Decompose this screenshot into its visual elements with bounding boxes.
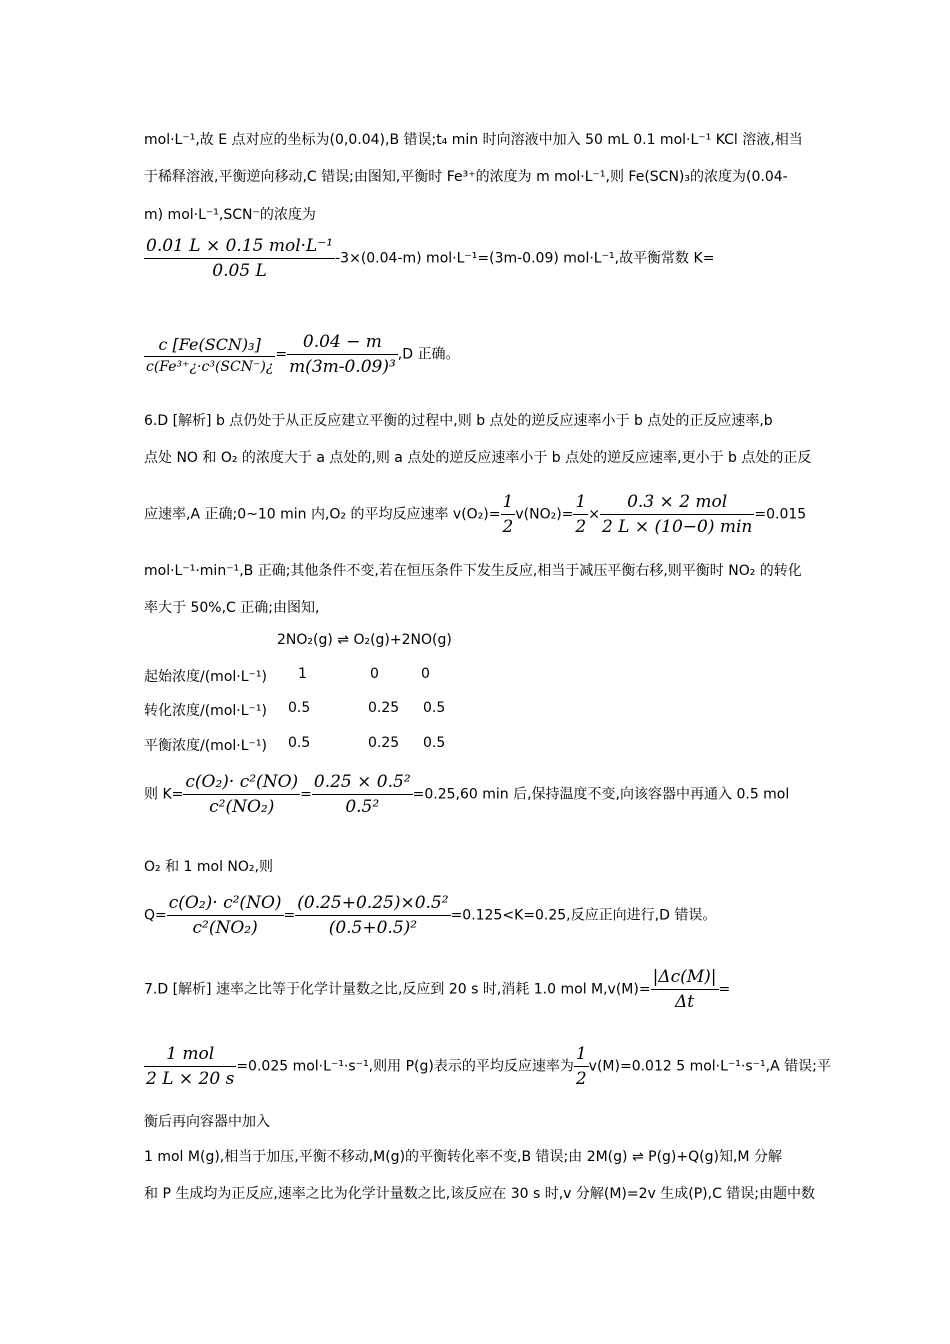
table-cell: 0.5 [423, 735, 446, 751]
formula-k-fescn: c [Fe(SCN)₃] c(Fe³⁺¿·c³(SCN⁻)¿ = $\frac{0.04 - m}{\text{m(3m-0.09)³}}$ ,D 正确。 [146, 332, 460, 377]
text-line: mol·L⁻¹,故 E 点对应的坐标为(0,0.04),B 错误;t₄ min 时向溶液中加入 50 mL 0.1 mol·L⁻¹ KCl 溶液,相当 [144, 132, 803, 148]
text-line: O₂ 和 1 mol NO₂,则 [144, 859, 273, 875]
text-line: mol·L⁻¹·min⁻¹,B 正确;其他条件不变,若在恒压条件下发生反应,相当于减压平衡右移,则平衡时 NO₂ 的转化 [144, 563, 802, 579]
text-line: 6.D [解析] b 点仍处于从正反应建立平衡的过程中,则 b 点处的逆反应速率小于 b 点处的正反应速率,b [144, 413, 773, 429]
table-cell: 0 [421, 666, 430, 682]
table-cell: 0.5 [423, 700, 446, 716]
table-cell: 0 [370, 666, 379, 682]
table-label: 起始浓度/(mol·L⁻¹) [144, 669, 267, 685]
text-line: 1 mol M(g),相当于加压,平衡不移动,M(g)的平衡转化率不变,B 错误;由 2M(g) ⇌ P(g)+Q(g)知,M 分解 [144, 1149, 782, 1165]
table-cell: 0.5 [288, 735, 311, 751]
formula-scn: 0.01 L × 0.15 mol·L⁻¹ 0.05 L -3×(0.04-m) mol·L⁻¹=(3m-0.09) mol·L⁻¹,故平衡常数 K= [146, 236, 715, 281]
formula-q: Q= $\frac{\text{c(O₂)· c²(NO)}}{\text{c²(NO₂)}}$ = $\frac{\text{(0.25+0.25)×0.5²}}{\text{(0.5+0.5)²}}$ =0.125<K=0.25,反应正向进行,D 错误。 [144, 893, 717, 938]
formula-vm: 7.D [解析] 速率之比等于化学计量数之比,反应到 20 s 时,消耗 1.0 mol M,v(M)= $\frac{|\Delta c(M)|}{\Delta t}$ = [144, 967, 731, 1012]
text-line: 和 P 生成均为正反应,速率之比为化学计量数之比,该反应在 30 s 时,v 分解(M)=2v 生成(P),C 错误;由题中数 [144, 1186, 816, 1202]
text-line: m) mol·L⁻¹,SCN⁻的浓度为 [144, 207, 316, 223]
table-cell: 0.5 [288, 700, 311, 716]
formula-vp: 1 mol 2 L × 20 s =0.025 mol·L⁻¹·s⁻¹,则用 P(g)表示的平均反应速率为 $\frac{1}{2}$ v(M)=0.012 5 mol·L⁻¹·s⁻¹,A 错误;平 [146, 1044, 831, 1089]
table-cell: 0.25 [368, 735, 400, 751]
table-cell: 0.25 [368, 700, 400, 716]
formula-rate-o2: 应速率,A 正确;0~10 min 内,O₂ 的平均反应速率 v(O₂)= $\frac{1}{2}$ v(NO₂)= $\frac{1}{2}$ × 0.3 × 2 mol 2 L × (10−0) min =0.015 [144, 492, 807, 537]
text-line: 率大于 50%,C 正确;由图知, [144, 600, 320, 616]
table-cell: 1 [298, 666, 307, 682]
text-line: 于稀释溶液,平衡逆向移动,C 错误;由图知,平衡时 Fe³⁺的浓度为 m mol·L⁻¹,则 Fe(SCN)₃的浓度为(0.04- [144, 169, 788, 185]
text-line: 点处 NO 和 O₂ 的浓度大于 a 点处的,则 a 点处的逆反应速率小于 b 点处的逆反应速率,更小于 b 点处的正反 [144, 450, 812, 466]
table-label: 转化浓度/(mol·L⁻¹) [144, 703, 267, 719]
table-label: 平衡浓度/(mol·L⁻¹) [144, 738, 267, 754]
reaction-equation: 2NO₂(g) ⇌ O₂(g)+2NO(g) [277, 632, 452, 648]
text-line: 衡后再向容器中加入 [144, 1114, 270, 1130]
formula-k: 则 K= $\frac{\text{c(O₂)· c²(NO)}}{\text{c²(NO₂)}}$ = $\frac{\text{0.25 × 0.5²}}{\text{0.5²}}$ =0.25,60 min 后,保持温度不变,向该容器中再通入 0.5 mol [144, 772, 790, 817]
